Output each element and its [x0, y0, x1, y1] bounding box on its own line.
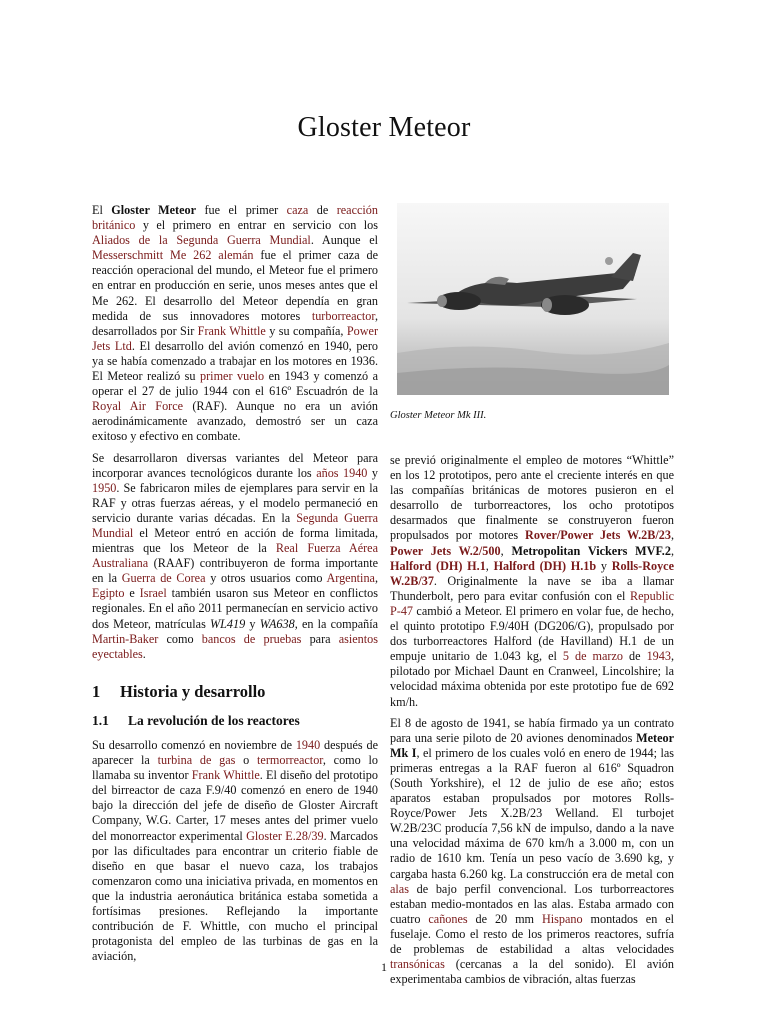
figure-caption: Gloster Meteor Mk III.	[390, 410, 487, 421]
link-1950[interactable]: 1950	[92, 480, 117, 495]
link-power-jets-w2-500[interactable]: Power Jets W.2/500	[390, 543, 501, 558]
link-aliados[interactable]: Aliados de la Segunda Guerra Mundial	[92, 233, 311, 248]
page-number: 1	[381, 960, 387, 974]
link-reaccion-britanico[interactable]: reacción británico	[92, 203, 378, 233]
meteor-jet-image	[397, 203, 669, 395]
link-1940[interactable]: 1940	[295, 738, 321, 752]
engines-paragraph: se previó originalmente el empleo de motores “Whittle” en los 12 prototipos, pero ante el creciente interés en que las compañías británicas de motores pusieron en el desarrollo de turborreactores, los ocho prototipos desarmados que finalmente se construyeron fueron propulsados por motores Rover/Power Jets W.2B/23, Power Jets W.2/500, Metropolitan Vickers MVF.2, Halford (DH) H.1, Halford (DH) H.1b y Rolls-Royce W.2B/37. Originalmente la nave se iba a llamar Thunderbolt, pero para evitar confusión con el Republic P-47 cambió a Meteor. El primero en volar fue, de hecho, el quinto prototipo F.9/40H (DG206/G), propulsado por dos turborreactores Halford (de Havilland) H.1 de un empuje unitario de 1.043 kg, el 5 de marzo de 1943, pilotado por Michael Daunt en Cranweel, Lincolshire; la velocidad máxima obtenida por este prototipo fue de 692 km/h.	[390, 453, 674, 709]
link-rolls-royce-w2b37[interactable]: Rolls-Royce W.2B/37	[390, 558, 674, 588]
history-paragraph: Su desarrollo comenzó en noviembre de 1940 después de aparecer la turbina de gas o termorreactor, como lo llamaba su inventor Frank Whittle. El diseño del prototipo del birreactor de caza F.9/40 comenzó en enero de 1940 bajo la dirección del jefe de diseño de Gloster Aircraft Company, W.G. Carter, 17 meses antes del primer vuelo del monorreactor experimental Gloster E.28/39. Marcados por las dificultades para encontrar un criterio fiable de diseño en que basar el nuevo caza, los trabajos comenzaron como una iniciativa privada, en momentos en que la industria aeronáutica británica estaba sometida a fortísimas presiones. Reflejando la importante contribución de F. Whittle, con mucho el principal protagonista del empleo de las turbinas de gas en la aviación,	[92, 738, 378, 964]
link-martin-baker[interactable]: Martin-Baker	[92, 631, 159, 646]
link-royal-air-force[interactable]: Royal Air Force	[92, 399, 184, 414]
link-caza[interactable]: caza	[286, 203, 309, 217]
link-turbina-gas[interactable]: turbina de gas	[157, 753, 236, 768]
link-me262[interactable]: Messerschmitt Me 262 alemán	[92, 248, 254, 263]
link-israel[interactable]: Israel	[139, 586, 167, 601]
section-heading: 1 Historia y desarrollo	[92, 681, 266, 701]
link-alas[interactable]: alas	[390, 881, 409, 896]
link-bancos-pruebas[interactable]: bancos de pruebas	[201, 631, 302, 646]
link-asientos-eyectables[interactable]: asientos eyectables	[92, 631, 378, 661]
meteor-jet-image-svg	[397, 203, 669, 395]
intro-paragraph: El Gloster Meteor fue el primer caza de reacción británico y el primero en entrar en servicio con los Aliados de la Segunda Guerra Mundial. Aunque el Messerschmitt Me 262 alemán fue el primer caza de reacción operacional del mundo, el Meteor fue el primero en entrar en producción en serie, unos meses antes que el Me 262. El desarrollo del Meteor dependía en gran medida de sus innovadores motores turborreactor, desarrollados por Sir Frank Whittle y su compañía, Power Jets Ltd. El desarrollo del avión comenzó en 1940, pero ya se había comenzado a trabajar en los motores en 1936. El Meteor realizó su primer vuelo en 1943 y comenzó a operar el 27 de julio 1944 con el 616º Escuadrón de la Royal Air Force (RAF). Aunque no era un avión aerodinámicamente avanzado, demostró ser un caza exitoso y efectivo en combate.	[92, 203, 379, 444]
link-frank-whittle-2[interactable]: Frank Whittle	[191, 768, 260, 783]
link-egipto[interactable]: Egipto	[92, 586, 125, 601]
link-frank-whittle[interactable]: Frank Whittle	[197, 323, 266, 338]
left-column	[92, 203, 378, 970]
link-anos-1940[interactable]: años 1940	[316, 465, 368, 480]
link-hispano[interactable]: Hispano	[541, 911, 583, 926]
link-rover-w2b23[interactable]: Rover/Power Jets W.2B/23	[525, 528, 671, 543]
link-republic-p47[interactable]: Republic P-47	[390, 588, 674, 618]
production-paragraph: El 8 de agosto de 1941, se había firmado ya un contrato para una serie piloto de 20 aviones denominados Meteor Mk I, el primero de los cuales voló en enero de 1944; las primeras entregas a la RAF fueron al 616º Squadron (South Yorkshire), el 12 de julio de ese año; estos aparatos estaban propulsados por motores Rolls-Royce/Power Jets X.2B/23 Welland. El turbojet W.2B/23C producía 7,56 kN de impulso, dando a la nave una velocidad máxima de 670 km/h a 3.000 m, con un radio de 1610 km. Tenía un peso vacío de 3.690 kg, y cargaba hasta 6.260 kg. La construcción era de metal con alas de bajo perfil convencional. Los turborreactores estaban medio-montados en las alas. Estaba armado con cuatro cañones de 20 mm Hispano montados en el fuselaje. Como el resto de los primeros reactores, sufría de problemas de estabilidad a altas velocidades transónicas (cercanas a la del sonido). El avión experimentaba cambios de vibración, altas fuerzas	[390, 715, 675, 987]
right-column	[390, 453, 674, 993]
link-argentina[interactable]: Argentina	[326, 571, 375, 586]
link-halford-h1b[interactable]: Halford (DH) H.1b	[493, 558, 597, 573]
link-primer-vuelo[interactable]: primer vuelo	[200, 369, 265, 384]
link-raaf[interactable]: Real Fuerza Aérea Australiana	[92, 541, 378, 571]
link-halford-h1[interactable]: Halford (DH) H.1	[390, 558, 486, 573]
link-transonicas[interactable]: transónicas	[390, 957, 445, 972]
link-gloster-e28[interactable]: Gloster E.28/39	[246, 828, 324, 843]
subsection-heading: 1.1 La revolución de los reactores	[92, 712, 300, 728]
link-turborreactor[interactable]: turborreactor	[311, 308, 375, 323]
link-termorreactor[interactable]: termorreactor	[257, 753, 323, 768]
link-1943[interactable]: 1943	[646, 649, 671, 664]
page-title: Gloster Meteor	[297, 112, 471, 143]
link-5-marzo[interactable]: 5 de marzo	[562, 649, 623, 664]
link-canones[interactable]: cañones	[428, 911, 468, 926]
variants-paragraph: Se desarrollaron diversas variantes del Meteor para incorporar avances tecnológicos durante los años 1940 y 1950. Se fabricaron miles de ejemplares para servir en la RAF y otras fuerzas aéreas, y el modelo permaneció en servicio durante varias décadas. En la Segunda Guerra Mundial el Meteor entró en acción de forma limitada, mientras que los Meteor de la Real Fuerza Aérea Australiana (RAAF) contribuyeron de forma importante en la Guerra de Corea y otros usuarios como Argentina, Egipto e Israel también usaron sus Meteor en conflictos regionales. En el año 2011 permanecían en servicio activo dos Meteor, matrículas WL419 y WA638, en la compañía Martin-Baker como bancos de pruebas para asientos eyectables.	[92, 450, 378, 661]
link-guerra-corea[interactable]: Guerra de Corea	[121, 571, 206, 586]
link-power-jets[interactable]: Power Jets Ltd	[92, 323, 379, 353]
link-segunda-guerra[interactable]: Segunda Guerra Mundial	[92, 510, 378, 540]
